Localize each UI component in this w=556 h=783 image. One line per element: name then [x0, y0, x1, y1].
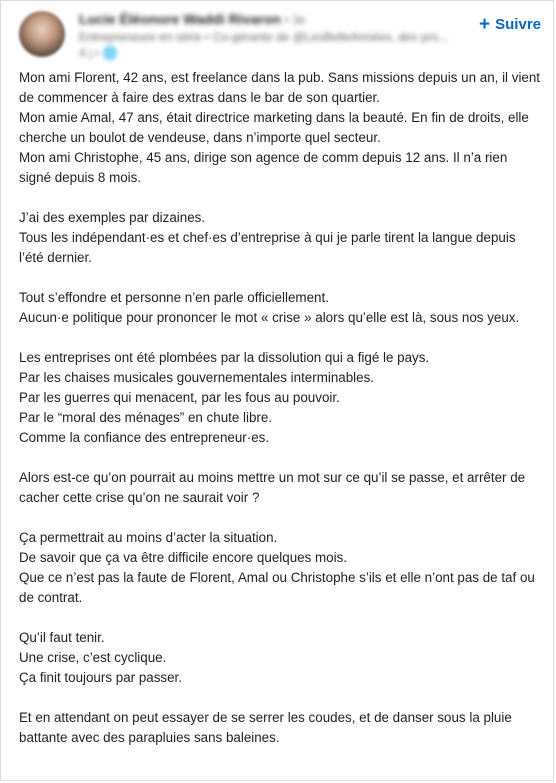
post-header	[1, 1, 553, 63]
post-paragraph: Tout s’effondre et personne n’en parle officiellement. Aucun·e politique pour prononcer le mot « crise » alors qu’elle est là, sous nos yeux.	[19, 290, 520, 325]
author-block[interactable]	[79, 11, 464, 60]
post-paragraph: Qu’il faut tenir. Une crise, c’est cyclique. Ça finit toujours par passer.	[19, 630, 183, 685]
plus-icon: +	[479, 14, 491, 35]
post-paragraph: Et en attendant on peut essayer de se serrer les coudes, et de danser sous la pluie battante avec des parapluies sans baleines.	[19, 710, 512, 745]
post-time: 4 j • 🌐	[79, 46, 118, 60]
connection-degree: • 3e	[284, 13, 306, 27]
post-paragraph: Les entreprises ont été plombées par la dissolution qui a figé le pays. Par les chaises musicales gouvernementales interminables. Par les guerres qui menacent, par les fous au pouvoir. Par le “moral des ménages” en chute libre. Comme la confiance des entrepreneur·es.	[19, 350, 430, 445]
post-paragraph: J’ai des exemples par dizaines. Tous les indépendant·es et chef·es d’entreprise à qui je parle tirent la langue depuis l’été dernier.	[19, 210, 516, 265]
follow-label: Suivre	[495, 16, 541, 33]
post-body	[1, 63, 553, 748]
author-name[interactable]: Lucie Éléonore Waddi Rivaron	[79, 11, 281, 27]
follow-button[interactable]	[479, 15, 541, 34]
post-paragraph: Mon ami Florent, 42 ans, est freelance dans la pub. Sans missions depuis un an, il vient de commencer à faire des extras dans le bar de son quartier. Mon amie Amal, 47 ans, était directrice marketing dans la beauté. En fin de droits, elle cherche un boulot de vendeuse, dans n’importe quel secteur. Mon ami Christophe, 45 ans, dirige son agence de comm depuis 12 ans. Il n’a rien signé depuis 8 mois.	[19, 70, 541, 185]
post-paragraph: Ça permettrait au moins d’acter la situation. De savoir que ça va être difficile encore quelques mois. Que ce n’est pas la faute de Florent, Amal ou Christophe s’ils et elle n’ont pas de taf ou de contrat.	[19, 530, 535, 605]
avatar[interactable]	[19, 11, 65, 57]
author-headline: Entrepreneure en série • Co-gérante de @LesBelleAnnées, dev pro...	[79, 30, 449, 44]
post-paragraph: Alors est-ce qu’on pourrait au moins mettre un mot sur ce qu’il se passe, et arrêter de cacher cette crise qu’on ne saurait voir ?	[19, 470, 526, 505]
author-name-line[interactable]	[79, 11, 464, 27]
